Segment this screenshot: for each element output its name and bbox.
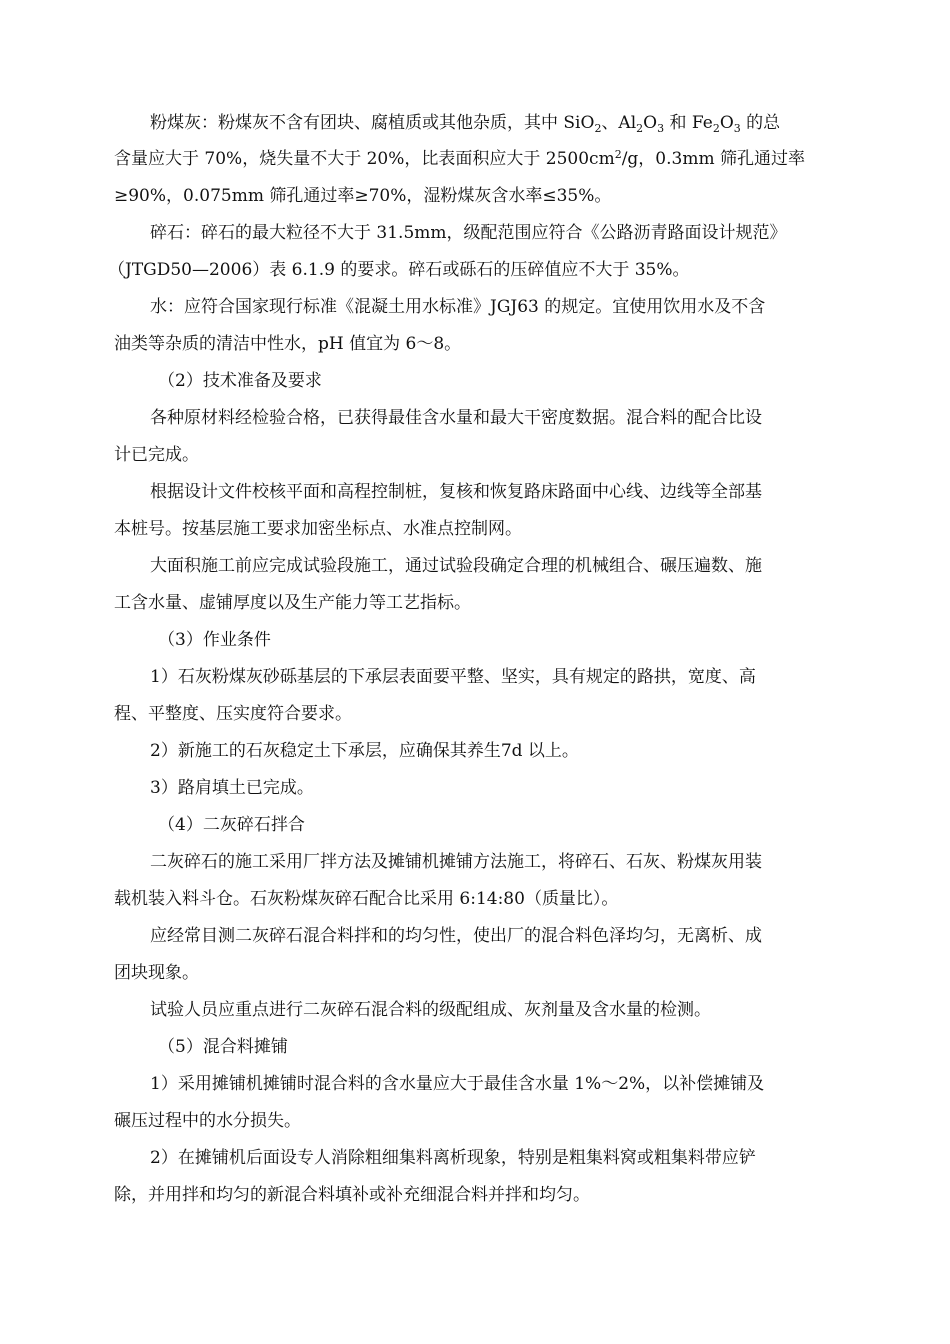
text-line <box>150 113 780 133</box>
text-line: 碾压过程中的水分损失。 <box>114 1111 301 1131</box>
text-run: 、Al <box>601 113 637 133</box>
text-line: 除，并用拌和均匀的新混合料填补或补充细混合料并拌和均匀。 <box>114 1185 590 1205</box>
text-line: 1）采用摊铺机摊铺时混合料的含水量应大于最佳含水量 1%～2%，以补偿摊铺及 <box>150 1074 765 1094</box>
text-line: 1）石灰粉煤灰砂砾基层的下承层表面要平整、坚实，具有规定的路拱，宽度、高 <box>150 667 756 687</box>
text-run: /g，0.3mm 筛孔通过率 <box>621 149 805 169</box>
text-line: 本桩号。按基层施工要求加密坐标点、水准点控制网。 <box>114 519 522 539</box>
subscript: 2 <box>712 122 720 135</box>
text-run: 粉煤灰：粉煤灰不含有团块、腐植质或其他杂质，其中 SiO <box>150 113 595 133</box>
text-run: 的总 <box>740 113 781 133</box>
text-line <box>114 149 805 169</box>
subscript: 2 <box>636 122 644 135</box>
superscript: 2 <box>614 148 622 161</box>
text-line: 计已完成。 <box>114 445 199 465</box>
heading-text: （2）技术准备及要求 <box>158 371 322 391</box>
text-line: 各种原材料经检验合格，已获得最佳含水量和最大干密度数据。混合料的配合比设 <box>150 408 762 428</box>
text-run: O <box>643 113 658 133</box>
heading-text: （4）二灰碎石拌合 <box>158 815 305 835</box>
heading-text: （3）作业条件 <box>158 630 271 650</box>
heading-text: （5）混合料摊铺 <box>158 1037 288 1057</box>
subscript: 3 <box>657 122 665 135</box>
text-line: 根据设计文件校核平面和高程控制桩，复核和恢复路床路面中心线、边线等全部基 <box>150 482 762 502</box>
text-line: ≥90%，0.075mm 筛孔通过率≥70%，湿粉煤灰含水率≤35%。 <box>114 186 612 206</box>
text-line: 大面积施工前应完成试验段施工，通过试验段确定合理的机械组合、碾压遍数、施 <box>150 556 762 576</box>
text-line: 水：应符合国家现行标准《混凝土用水标准》JGJ63 的规定。宜使用饮用水及不含 <box>150 297 766 317</box>
text-line: （JTGD50—2006）表 6.1.9 的要求。碎石或砾石的压碎值应不大于 35%。 <box>108 260 690 280</box>
text-line: 2）在摊铺机后面设专人消除粗细集料离析现象，特别是粗集料窝或粗集料带应铲 <box>150 1148 756 1168</box>
text-line: 程、平整度、压实度符合要求。 <box>114 704 352 724</box>
text-line: 试验人员应重点进行二灰碎石混合料的级配组成、灰剂量及含水量的检测。 <box>150 1000 711 1020</box>
text-line: 2）新施工的石灰稳定土下承层，应确保其养生7d 以上。 <box>150 741 579 761</box>
text-run: 和 Fe <box>664 113 713 133</box>
text-line: 载机装入料斗仓。石灰粉煤灰碎石配合比采用 6:14:80（质量比）。 <box>114 889 619 909</box>
text-line: 3）路肩填土已完成。 <box>150 778 314 798</box>
text-line: 二灰碎石的施工采用厂拌方法及摊铺机摊铺方法施工，将碎石、石灰、粉煤灰用装 <box>150 852 762 872</box>
text-run: O <box>719 113 734 133</box>
text-run: 含量应大于 70%，烧失量不大于 20%，比表面积应大于 2500cm <box>114 149 615 169</box>
text-line: 团块现象。 <box>114 963 199 983</box>
subscript: 2 <box>594 122 602 135</box>
subscript: 3 <box>733 122 741 135</box>
text-line: 应经常目测二灰碎石混合料拌和的均匀性，使出厂的混合料色泽均匀，无离析、成 <box>150 926 762 946</box>
text-line: 工含水量、虚铺厚度以及生产能力等工艺指标。 <box>114 593 471 613</box>
text-line: 碎石：碎石的最大粒径不大于 31.5mm，级配范围应符合《公路沥青路面设计规范》 <box>150 223 787 243</box>
text-line: 油类等杂质的清洁中性水，pH 值宜为 6～8。 <box>114 334 462 354</box>
